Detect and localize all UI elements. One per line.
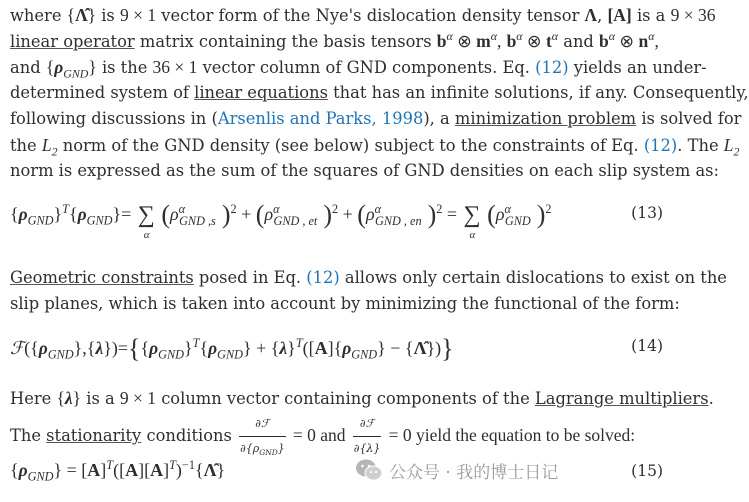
text: Here (10, 389, 52, 408)
citation-arsenlis-parks[interactable]: Arsenlis and Parks, 1998 (217, 109, 424, 128)
p1-line7 (10, 159, 719, 183)
equation-number: (13) (631, 204, 663, 222)
text: = 0 and (292, 425, 346, 445)
text: where (10, 6, 62, 25)
text: yields an under- (573, 58, 707, 77)
math-dim: 36 × 1 (152, 57, 198, 77)
ref-eq12[interactable]: (12) (643, 136, 678, 155)
ref-eq12[interactable]: (12) (535, 58, 569, 77)
text: . The (677, 136, 719, 155)
math-dim: 9 × 1 (119, 5, 157, 25)
text: and (10, 58, 41, 77)
text: ), a (423, 109, 450, 128)
p1-line1: where {Λ̂} is 9 × 1 vector form of the Nye's dislocation density tensor Λ, [A] is a 9 × 36 (10, 5, 716, 25)
link-geometric-constraints[interactable]: Geometric constraints (10, 268, 194, 287)
watermark-text: 公众号 · 我的博士日记 (389, 462, 559, 483)
text: the (10, 136, 37, 155)
math-basis-bm: $b^\alpha$ ⊗ $m^\alpha$, (436, 29, 502, 51)
text: column vector containing components of the (161, 389, 530, 408)
text: = 0 yield the equation to be solved: (388, 425, 636, 445)
p1-line4 (10, 81, 749, 105)
text: that has an infinite solutions, if any. Consequently, (333, 83, 749, 102)
math-basis-bn: $b^\alpha$ ⊗ $n^\alpha$, (599, 29, 659, 51)
math-fraction-dF-dlambda: $\frac{\text{∂ℱ}}{\partial\{\lambda\}}$ (353, 412, 382, 461)
math-dim: 9 × 36 (670, 5, 716, 25)
text: slip planes, which is taken into account by minimizing the functional of the form: (10, 294, 680, 313)
wechat-icon (355, 458, 383, 482)
link-lagrange-multipliers[interactable]: Lagrange multipliers (534, 389, 709, 408)
text: is (101, 6, 115, 25)
text: and (563, 32, 594, 51)
math-L2: $L_2$ (41, 135, 58, 159)
text: conditions (146, 426, 232, 445)
text: is solved for (641, 109, 742, 128)
text: is a (86, 389, 115, 408)
equation-number: (15) (631, 462, 663, 480)
p1-line3 (10, 55, 707, 80)
text: posed in Eq. (198, 268, 302, 287)
text: vector column of GND components. Eq. (202, 58, 530, 77)
text: is the (101, 58, 148, 77)
text: matrix containing the basis tensors (139, 32, 432, 51)
math-basis-bt: $b^\alpha$ ⊗ $t^\alpha$ (506, 29, 559, 51)
link-linear-equations[interactable]: linear equations (194, 83, 328, 102)
p1-line2 (10, 29, 659, 54)
equation-15: $\{\rho_{GND}\}$ = $[A]^T([A][A]^T)^{-1}\{\Lambdâ\}$ (10, 458, 226, 484)
link-minimization-problem[interactable]: minimization problem (454, 109, 637, 128)
math-lambda-hat-vector: {Λ̂} (66, 5, 97, 25)
text: norm is expressed as the sum of the squares of GND densities on each slip system as: (10, 161, 720, 180)
p3-line1 (10, 386, 714, 411)
text: The (10, 426, 41, 445)
watermark (355, 453, 645, 487)
equation-number: (14) (631, 337, 663, 355)
link-linear-operator[interactable]: linear operator (10, 32, 135, 51)
p2-line1 (10, 266, 727, 290)
math-L2: $L_2$ (723, 135, 740, 159)
math-lambda: Λ (584, 5, 598, 25)
p1-line5 (10, 107, 741, 131)
equation-14: $ℱ(\{\rho_{GND}\},\{\lambda\})=\{\{\rho_{GND}\}^T\{\rho_{GND}\} + \{\lambda\}^T([A]\{\rho_{GND}\}$ − {Λ̂})} (10, 334, 454, 363)
text: norm of the GND density (see below) subject to the constraints of Eq. (62, 136, 639, 155)
math-fraction-dF-drho: $\frac{\text{∂ℱ}}{\partial\{\rho_{GND}\}}$ (239, 412, 286, 461)
link-stationarity[interactable]: stationarity (46, 426, 142, 445)
text: . (708, 389, 714, 408)
p2-line2 (10, 292, 680, 316)
text: following discussions in ( (10, 109, 218, 128)
text: allows only certain dislocations to exist on the (344, 268, 727, 287)
text: is a (636, 6, 666, 25)
math-lambda-vector: {λ} (56, 388, 82, 408)
math-dim: 9 × 1 (119, 388, 156, 408)
p1-line6 (10, 133, 739, 158)
math-A-matrix: [A] (607, 5, 632, 25)
ref-eq12[interactable]: (12) (306, 268, 340, 287)
text: determined system of (10, 83, 189, 102)
equation-13: $\{\rho_{GND}\}^T\{\rho_{GND}\}=$ ∑ α ($\rho^\alpha_{GND ,s}$ )$^2 + (\rho^\alpha_{GND , et}$ )$^2 + (\rho^\alpha_{GND , en}$ )$^2$ = ∑ α ($\rho^\alpha_{GND}$ )$^2$ (10, 200, 552, 241)
math-rho-gnd-vector: $\{\rho_{GND}\}$ (45, 57, 97, 81)
text: vector form of the Nye's dislocation density tensor (161, 6, 580, 25)
